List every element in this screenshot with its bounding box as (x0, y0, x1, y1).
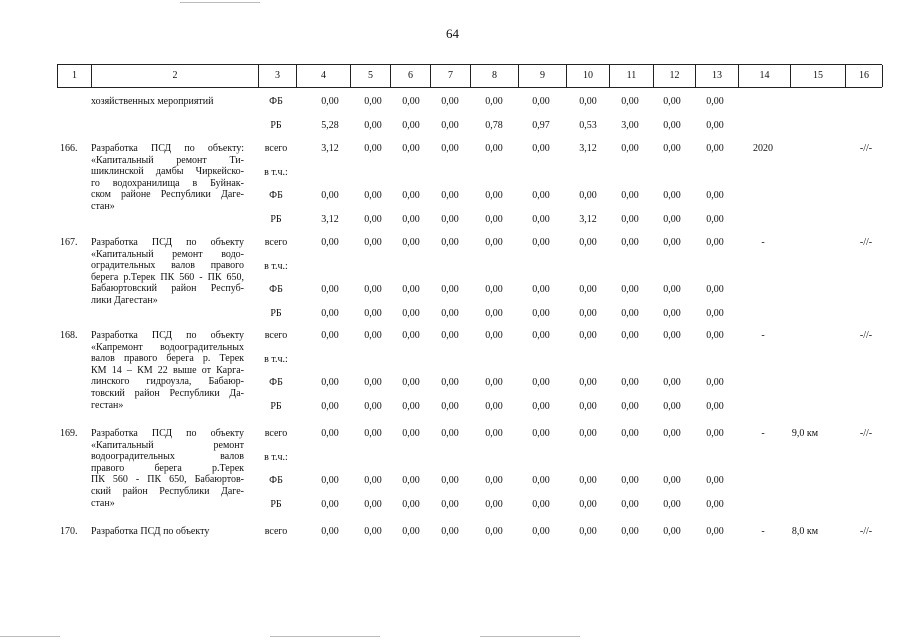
value-cell: 3,12 (579, 213, 597, 225)
value-cell: 0,00 (364, 498, 382, 510)
value-cell: 0,00 (364, 330, 382, 341)
value-cell: 0,00 (441, 307, 459, 319)
value-cell: 3,12 (321, 213, 339, 225)
item-description (91, 330, 244, 411)
value-cell: 0,00 (485, 330, 503, 341)
value-cell: 0,00 (663, 475, 681, 486)
value-cell: 0,00 (532, 213, 550, 225)
value-cell: 0,00 (621, 475, 639, 486)
value-cell: 0,00 (532, 284, 550, 295)
description-line: Разработка ПСД по объекту (91, 237, 244, 248)
value-cell: 0,00 (321, 428, 339, 439)
value-cell: 0,00 (663, 498, 681, 510)
value-cell: 0,00 (706, 428, 724, 439)
description-line: «Капремонт водооградительных (91, 341, 244, 353)
header-cell-6: 6 (391, 65, 431, 87)
value-cell: 3,00 (621, 120, 639, 131)
value-cell: 0,00 (402, 526, 420, 537)
row-label: ФБ (269, 475, 283, 486)
value-cell: 0,00 (441, 330, 459, 341)
value-cell: 0,00 (485, 526, 503, 537)
value-cell: 0,00 (532, 526, 550, 537)
row-label: в т.ч.: (264, 166, 288, 178)
value-cell: 0,00 (532, 307, 550, 319)
item-description (91, 143, 244, 213)
description-line: стан» (91, 200, 115, 212)
value-cell: 0,00 (532, 330, 550, 341)
value-cell: 0,00 (441, 428, 459, 439)
description-line: оградительных валов правого (91, 260, 244, 272)
value-cell: 0,00 (485, 237, 503, 248)
value-cell: 0,00 (532, 400, 550, 412)
value-cell: 0,00 (621, 526, 639, 537)
value-cell: 0,00 (532, 96, 550, 107)
row-label: в т.ч.: (264, 353, 288, 365)
scan-artifact (270, 636, 380, 637)
value-cell: 0,00 (579, 526, 597, 537)
value-cell: 0,00 (706, 143, 724, 154)
value-cell: 0,00 (321, 307, 339, 319)
value-cell: 0,00 (621, 143, 639, 154)
item-number: 167. (60, 237, 78, 248)
value-cell: 0,00 (621, 428, 639, 439)
col15-value: 9,0 км (791, 428, 819, 439)
value-cell: 0,00 (532, 143, 550, 154)
scan-artifact (480, 636, 580, 637)
value-cell: 0,00 (621, 400, 639, 412)
value-cell: 0,00 (364, 475, 382, 486)
value-cell: 0,00 (402, 143, 420, 154)
value-cell: 0,00 (706, 498, 724, 510)
description-line: «Капитальный ремонт (91, 439, 244, 451)
header-cell-1: 1 (58, 65, 92, 87)
row-label: всего (264, 143, 288, 154)
item-description (91, 526, 244, 538)
value-cell: 0,00 (706, 237, 724, 248)
value-cell: 0,78 (485, 120, 503, 131)
col14-value: - (761, 526, 765, 537)
value-cell: 0,00 (621, 190, 639, 201)
description-line: Разработка ПСД по объекту (91, 428, 244, 439)
description-line: КМ 14 – КМ 22 выше от Карга- (91, 364, 244, 376)
value-cell: 0,00 (706, 307, 724, 319)
description-line: водооградительных валов (91, 451, 244, 463)
row-label: РБ (270, 213, 282, 225)
scan-artifact (180, 2, 260, 3)
value-cell: 0,00 (663, 120, 681, 131)
value-cell: 0,00 (621, 213, 639, 225)
value-cell: 0,00 (706, 213, 724, 225)
value-cell: 0,00 (579, 307, 597, 319)
value-cell: 3,12 (579, 143, 597, 154)
header-cell-4: 4 (297, 65, 351, 87)
description-line: ском районе Республики Даге- (91, 189, 244, 201)
value-cell: 0,00 (663, 190, 681, 201)
value-cell: 0,00 (321, 190, 339, 201)
value-cell: 0,00 (402, 237, 420, 248)
value-cell: 0,00 (485, 307, 503, 319)
description-line: лики Дагестан» (91, 294, 158, 306)
value-cell: 0,00 (402, 307, 420, 319)
value-cell: 0,00 (485, 400, 503, 412)
value-cell: 0,00 (621, 330, 639, 341)
header-cell-5: 5 (351, 65, 391, 87)
description-line: го водохранилища в Буйнак- (91, 177, 244, 189)
value-cell: 0,00 (364, 307, 382, 319)
value-cell: 0,00 (579, 498, 597, 510)
value-cell: 0,00 (663, 284, 681, 295)
value-cell: 0,00 (579, 377, 597, 388)
value-cell: 0,00 (485, 498, 503, 510)
value-cell: 0,00 (321, 475, 339, 486)
value-cell: 0,00 (485, 377, 503, 388)
row-label: всего (264, 526, 288, 537)
value-cell: 0,00 (579, 237, 597, 248)
value-cell: 0,00 (485, 213, 503, 225)
value-cell: 0,00 (441, 475, 459, 486)
header-cell-2: 2 (92, 65, 259, 87)
value-cell: 0,00 (706, 475, 724, 486)
value-cell: 0,00 (579, 96, 597, 107)
value-cell: 0,00 (321, 498, 339, 510)
value-cell: 0,00 (441, 143, 459, 154)
description-line: шиклинской дамбы Чиркейско- (91, 166, 244, 178)
value-cell: 0,00 (532, 237, 550, 248)
row-label: ФБ (269, 284, 283, 295)
header-cell-14: 14 (739, 65, 791, 87)
row-label: ФБ (269, 96, 283, 107)
description-line: товский район Республики Да- (91, 387, 244, 399)
value-cell: 0,00 (663, 307, 681, 319)
header-cell-11: 11 (610, 65, 654, 87)
row-label: РБ (270, 498, 282, 510)
value-cell: 0,00 (706, 120, 724, 131)
value-cell: 0,00 (321, 237, 339, 248)
value-cell: 0,00 (663, 428, 681, 439)
item-number: 170. (60, 526, 78, 537)
value-cell: 0,00 (663, 96, 681, 107)
value-cell: 0,00 (663, 377, 681, 388)
page-number: 64 (446, 26, 459, 41)
item-description (91, 237, 244, 307)
description-line: ПК 560 - ПК 650, Бабаюртов- (91, 474, 244, 486)
value-cell: 0,00 (485, 143, 503, 154)
value-cell: 0,00 (532, 498, 550, 510)
value-cell: 0,00 (321, 377, 339, 388)
description-line: «Капитальный ремонт Ти- (91, 154, 244, 166)
value-cell: 0,00 (321, 526, 339, 537)
value-cell: 0,00 (579, 190, 597, 201)
value-cell: 0,00 (441, 498, 459, 510)
value-cell: 0,00 (364, 143, 382, 154)
value-cell: 0,00 (321, 400, 339, 412)
value-cell: 0,00 (402, 120, 420, 131)
value-cell: 0,00 (532, 190, 550, 201)
table-header (57, 64, 882, 88)
value-cell: 0,00 (706, 377, 724, 388)
value-cell: 0,00 (706, 526, 724, 537)
value-cell: 0,00 (402, 190, 420, 201)
item-number: 168. (60, 330, 78, 341)
col14-value: - (761, 428, 765, 439)
continued-desc: хозяйственных мероприятий (91, 96, 214, 107)
row-label: всего (264, 428, 288, 439)
value-cell: 3,12 (321, 143, 339, 154)
value-cell: 0,97 (532, 120, 550, 131)
value-cell: 0,00 (485, 96, 503, 107)
header-cell-10: 10 (567, 65, 610, 87)
value-cell: 0,00 (364, 237, 382, 248)
row-label: всего (264, 237, 288, 248)
value-cell: 0,00 (441, 213, 459, 225)
value-cell: 0,00 (321, 284, 339, 295)
value-cell: 0,00 (402, 428, 420, 439)
value-cell: 0,00 (663, 213, 681, 225)
header-cell-16: 16 (846, 65, 883, 87)
value-cell: 0,00 (485, 475, 503, 486)
value-cell: 0,00 (364, 428, 382, 439)
value-cell: 0,00 (532, 377, 550, 388)
description-line: гестан» (91, 399, 124, 411)
value-cell: 0,00 (441, 96, 459, 107)
col14-value: 2020 (753, 143, 773, 154)
row-label: РБ (270, 120, 282, 131)
value-cell: 0,00 (364, 120, 382, 131)
value-cell: 0,00 (706, 190, 724, 201)
header-cell-9: 9 (519, 65, 567, 87)
item-number: 166. (60, 143, 78, 154)
value-cell: 0,00 (706, 284, 724, 295)
value-cell: 0,00 (579, 330, 597, 341)
value-cell: 0,00 (485, 428, 503, 439)
row-label: в т.ч.: (264, 451, 288, 463)
row-label: РБ (270, 307, 282, 319)
value-cell: 5,28 (321, 120, 339, 131)
header-cell-3: 3 (259, 65, 297, 87)
value-cell: 0,00 (532, 428, 550, 439)
description-line: Разработка ПСД по объекту (91, 526, 210, 537)
header-cell-13: 13 (696, 65, 739, 87)
value-cell: 0,00 (364, 400, 382, 412)
description-line: ский район Республики Даге- (91, 485, 244, 497)
item-description (91, 428, 244, 509)
value-cell: 0,00 (402, 284, 420, 295)
value-cell: 0,00 (321, 330, 339, 341)
value-cell: 0,00 (364, 190, 382, 201)
header-cell-12: 12 (654, 65, 696, 87)
col16-value: -//- (859, 526, 873, 537)
value-cell: 0,00 (402, 498, 420, 510)
value-cell: 0,00 (402, 96, 420, 107)
value-cell: 0,00 (621, 96, 639, 107)
description-line: правого берега р.Терек (91, 462, 244, 474)
col16-value: -//- (859, 143, 873, 154)
value-cell: 0,00 (364, 377, 382, 388)
col14-value: - (761, 237, 765, 248)
col16-value: -//- (859, 428, 873, 439)
description-line: валов правого берега р. Терек (91, 353, 244, 365)
value-cell: 0,00 (621, 307, 639, 319)
col16-value: -//- (859, 237, 873, 248)
value-cell: 0,00 (441, 400, 459, 412)
value-cell: 0,00 (441, 526, 459, 537)
value-cell: 0,00 (621, 284, 639, 295)
description-line: стан» (91, 497, 115, 509)
row-label: РБ (270, 400, 282, 412)
col14-value: - (761, 330, 765, 341)
col15-value: 8,0 км (791, 526, 819, 537)
value-cell: 0,00 (663, 400, 681, 412)
value-cell: 0,00 (441, 190, 459, 201)
value-cell: 0,00 (621, 237, 639, 248)
value-cell: 0,00 (663, 526, 681, 537)
value-cell: 0,00 (532, 475, 550, 486)
description-line: Разработка ПСД по объекту: (91, 143, 244, 154)
value-cell: 0,00 (364, 284, 382, 295)
row-label: всего (264, 330, 288, 341)
value-cell: 0,00 (441, 284, 459, 295)
value-cell: 0,00 (579, 475, 597, 486)
scan-artifact (0, 636, 60, 637)
value-cell: 0,00 (706, 330, 724, 341)
value-cell: 0,00 (441, 377, 459, 388)
value-cell: 0,00 (402, 400, 420, 412)
value-cell: 0,00 (485, 190, 503, 201)
value-cell: 0,00 (706, 96, 724, 107)
value-cell: 0,00 (579, 428, 597, 439)
header-cell-7: 7 (431, 65, 471, 87)
description-line: берега р.Терек ПК 560 - ПК 650, (91, 271, 244, 283)
value-cell: 0,00 (402, 213, 420, 225)
row-label: в т.ч.: (264, 260, 288, 272)
value-cell: 0,00 (364, 96, 382, 107)
value-cell: 0,00 (485, 284, 503, 295)
value-cell: 0,00 (441, 237, 459, 248)
value-cell: 0,00 (663, 237, 681, 248)
item-number: 169. (60, 428, 78, 439)
value-cell: 0,00 (663, 330, 681, 341)
value-cell: 0,00 (321, 96, 339, 107)
description-line: «Капитальный ремонт водо- (91, 248, 244, 260)
value-cell: 0,00 (402, 377, 420, 388)
description-line: Бабаюртовский район Респуб- (91, 283, 244, 295)
value-cell: 0,00 (364, 213, 382, 225)
value-cell: 0,00 (706, 400, 724, 412)
value-cell: 0,00 (402, 330, 420, 341)
col16-value: -//- (859, 330, 873, 341)
value-cell: 0,00 (663, 143, 681, 154)
value-cell: 0,53 (579, 120, 597, 131)
value-cell: 0,00 (402, 475, 420, 486)
value-cell: 0,00 (621, 377, 639, 388)
row-label: ФБ (269, 377, 283, 388)
header-cell-15: 15 (791, 65, 846, 87)
value-cell: 0,00 (441, 120, 459, 131)
description-line: Разработка ПСД по объекту (91, 330, 244, 341)
value-cell: 0,00 (364, 526, 382, 537)
value-cell: 0,00 (579, 284, 597, 295)
description-line: линского гидроузла, Бабаюр- (91, 376, 244, 388)
header-cell-8: 8 (471, 65, 519, 87)
row-label: ФБ (269, 190, 283, 201)
value-cell: 0,00 (621, 498, 639, 510)
value-cell: 0,00 (579, 400, 597, 412)
